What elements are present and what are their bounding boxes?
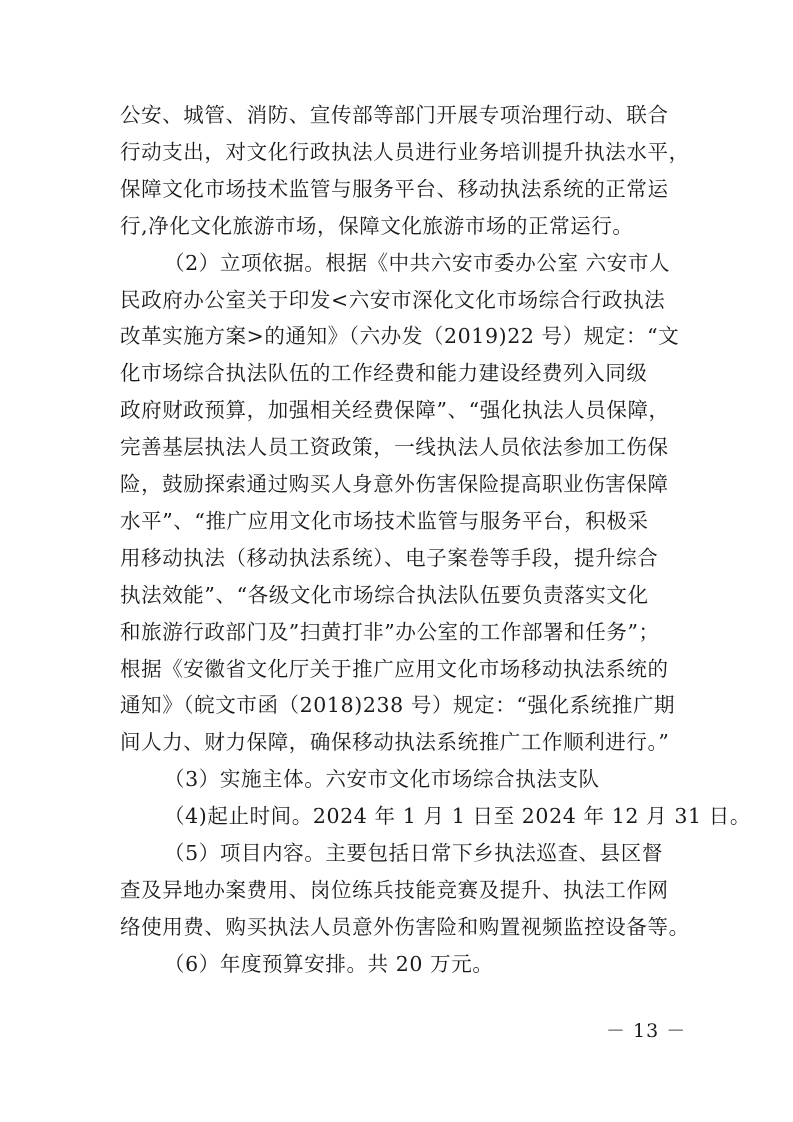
body-text-line: 民政府办公室关于印发<六安市深化文化市场综合行政执法 — [120, 287, 666, 312]
body-text-line: 通知》（皖文市函（2018)238 号）规定：“强化系统推广期 — [120, 693, 676, 718]
body-text-line: 公安、城管、消防、宣传部等部门开展专项治理行动、联合 — [120, 103, 669, 127]
body-text-line: （4)起止时间。2024 年 1 月 1 日至 2024 年 12 月 31 日。 — [164, 804, 751, 829]
page-number: － 13 － — [606, 1020, 687, 1042]
body-text-line: 根据《安徽省文化厅关于推广应用文化市场移动执法系统的 — [120, 656, 669, 681]
body-text-line: 险，鼓励探索通过购买人身意外伤害保险提高职业伤害保障 — [120, 472, 669, 496]
body-text-line: （6）年度预算安排。共 20 万元。 — [164, 951, 494, 976]
body-text-line: 改革实施方案>的通知》（六办发（2019)22 号）规定：“文 — [120, 324, 680, 349]
body-text-line: （2）立项依据。根据《中共六安市委办公室 六安市人 — [164, 250, 671, 275]
body-text-line: （3）实施主体。六安市文化市场综合执法支队 — [164, 767, 600, 792]
body-text-line: 政府财政预算，加强相关经费保障”、“强化执法人员保障， — [120, 398, 670, 423]
body-text-line: 行,净化文化旅游市场，保障文化旅游市场的正常运行。 — [120, 213, 634, 238]
body-text-line: 查及异地办案费用、岗位练兵技能竞赛及提升、执法工作网 — [120, 877, 669, 902]
body-text-line: 水平”、“推广应用文化市场技术监管与服务平台，积极采 — [120, 508, 649, 533]
body-text-line: 完善基层执法人员工资政策，一线执法人员依法参加工伤保 — [120, 435, 669, 460]
body-text-line: （5）项目内容。主要包括日常下乡执法巡查、县区督 — [164, 841, 663, 865]
body-text-line: 络使用费、购买执法人员意外伤害险和购置视频监控设备等。 — [120, 914, 690, 939]
body-text-line: 行动支出，对文化行政执法人员进行业务培训提升执法水平， — [120, 139, 690, 164]
body-text-line: 化市场综合执法队伍的工作经费和能力建设经费列入同级 — [120, 361, 648, 386]
body-text-line: 和旅游行政部门及”扫黄打非”办公室的工作部署和任务”； — [120, 619, 660, 644]
body-text-line: 保障文化市场技术监管与服务平台、移动执法系统的正常运 — [120, 176, 669, 201]
body-text-line: 间人力、财力保障，确保移动执法系统推广工作顺利进行。” — [120, 730, 670, 755]
body-text-line: 用移动执法（移动执法系统）、电子案卷等手段，提升综合 — [120, 545, 659, 570]
body-text-line: 执法效能”、“各级文化市场综合执法队伍要负责落实文化 — [120, 582, 649, 607]
